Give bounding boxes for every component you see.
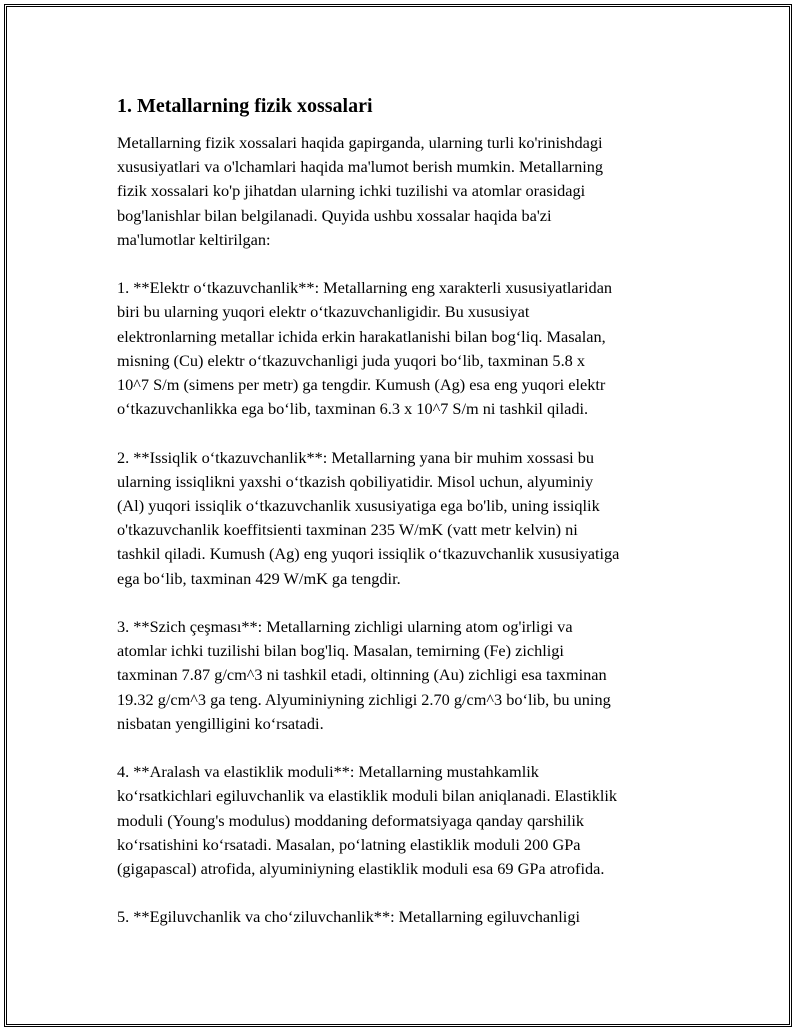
text-line: ularning issiqlikni yaxshi o‘tkazish qobiliyatidir. Misol uchun, alyuminiy — [117, 471, 594, 491]
text-line: Metallarning fizik xossalari haqida gapirganda, ularning turli ko'rinishdagi — [117, 133, 603, 152]
text-line: atomlar ichki tuzilishi bilan bog'liq. Masalan, temirning (Fe) zichligi — [117, 641, 564, 661]
text-line: 10^7 S/m (simens per metr) ga tengdir. Kumush (Ag) esa eng yuqori elektr — [117, 375, 606, 395]
text-line: taxminan 7.87 g/cm^3 ni tashkil etadi, oltinning (Au) zichligi esa taxminan — [117, 665, 607, 685]
text-line: 19.32 g/cm^3 ga teng. Alyuminiyning zichligi 2.70 g/cm^3 bo‘lib, bu uning — [117, 689, 611, 709]
section-heading: 1. Metallarning fizik xossalari — [117, 95, 373, 117]
text-line: elektronlarning metallar ichida erkin harakatlanishi bilan bog‘liq. Masalan, — [117, 326, 606, 346]
intro-paragraph — [117, 131, 697, 252]
thermal-conductivity-paragraph — [117, 446, 697, 591]
text-line: ma'lumotlar keltirilgan: — [117, 229, 271, 249]
density-paragraph — [117, 615, 697, 736]
text-line: o'tkazuvchanlik koeffitsienti taxminan 235 W/mK (vatt metr kelvin) ni — [117, 520, 578, 540]
text-line: 3. **Szich çeşması**: Metallarning zichligi ularning atom og'irligi va — [117, 617, 573, 637]
elasticity-paragraph — [117, 760, 697, 881]
text-line: 1. **Elektr o‘tkazuvchanlik**: Metallarning eng xarakterli xususiyatlaridan — [117, 278, 613, 298]
text-line: tashkil qiladi. Kumush (Ag) eng yuqori issiqlik o‘tkazuvchanlik xususiyatiga — [117, 544, 620, 564]
text-line: ega bo‘lib, taxminan 429 W/mK ga tengdir. — [117, 568, 401, 588]
text-line: misning (Cu) elektr o‘tkazuvchanligi juda yuqori bo‘lib, taxminan 5.8 x — [117, 350, 585, 370]
text-line: 2. **Issiqlik o‘tkazuvchanlik**: Metallarning yana bir muhim xossasi bu — [117, 447, 595, 467]
text-line: fizik xossalari ko'p jihatdan ularning ichki tuzilishi va atomlar orasidagi — [117, 181, 586, 201]
text-line: biri bu ularning yuqori elektr o‘tkazuvchanligidir. Bu xususiyat — [117, 302, 530, 322]
text-line: 4. **Aralash va elastiklik moduli**: Metallarning mustahkamlik — [117, 762, 539, 782]
text-line: (Al) yuqori issiqlik o‘tkazuvchanlik xususiyatiga ega bo'lib, uning issiqlik — [117, 496, 600, 516]
text-line: moduli (Young's modulus) moddaning deformatsiyaga qanday qarshilik — [117, 810, 585, 830]
text-line: ko‘rsatkichlari egiluvchanlik va elastiklik moduli bilan aniqlanadi. Elastiklik — [117, 786, 618, 806]
document-body — [117, 94, 697, 954]
electrical-conductivity-paragraph — [117, 276, 697, 421]
text-line: xususiyatlari va o'lchamlari haqida ma'lumot berish mumkin. Metallarning — [117, 157, 604, 177]
text-line: 5. **Egiluvchanlik va cho‘ziluvchanlik**: Metallarning egiluvchanligi — [117, 907, 580, 927]
text-line: ko‘rsatishini ko‘rsatadi. Masalan, po‘latning elastiklik moduli 200 GPa — [117, 834, 581, 854]
text-line: (gigapascal) atrofida, alyuminiyning elastiklik moduli esa 69 GPa atrofida. — [117, 859, 605, 879]
text-line: bog'lanishlar bilan belgilanadi. Quyida ushbu xossalar haqida ba'zi — [117, 205, 552, 225]
text-line: o‘tkazuvchanlikka ega bo‘lib, taxminan 6.3 x 10^7 S/m ni tashkil qiladi. — [117, 399, 589, 419]
ductility-paragraph — [117, 905, 697, 929]
text-line: nisbatan yengilligini ko‘rsatadi. — [117, 713, 324, 733]
